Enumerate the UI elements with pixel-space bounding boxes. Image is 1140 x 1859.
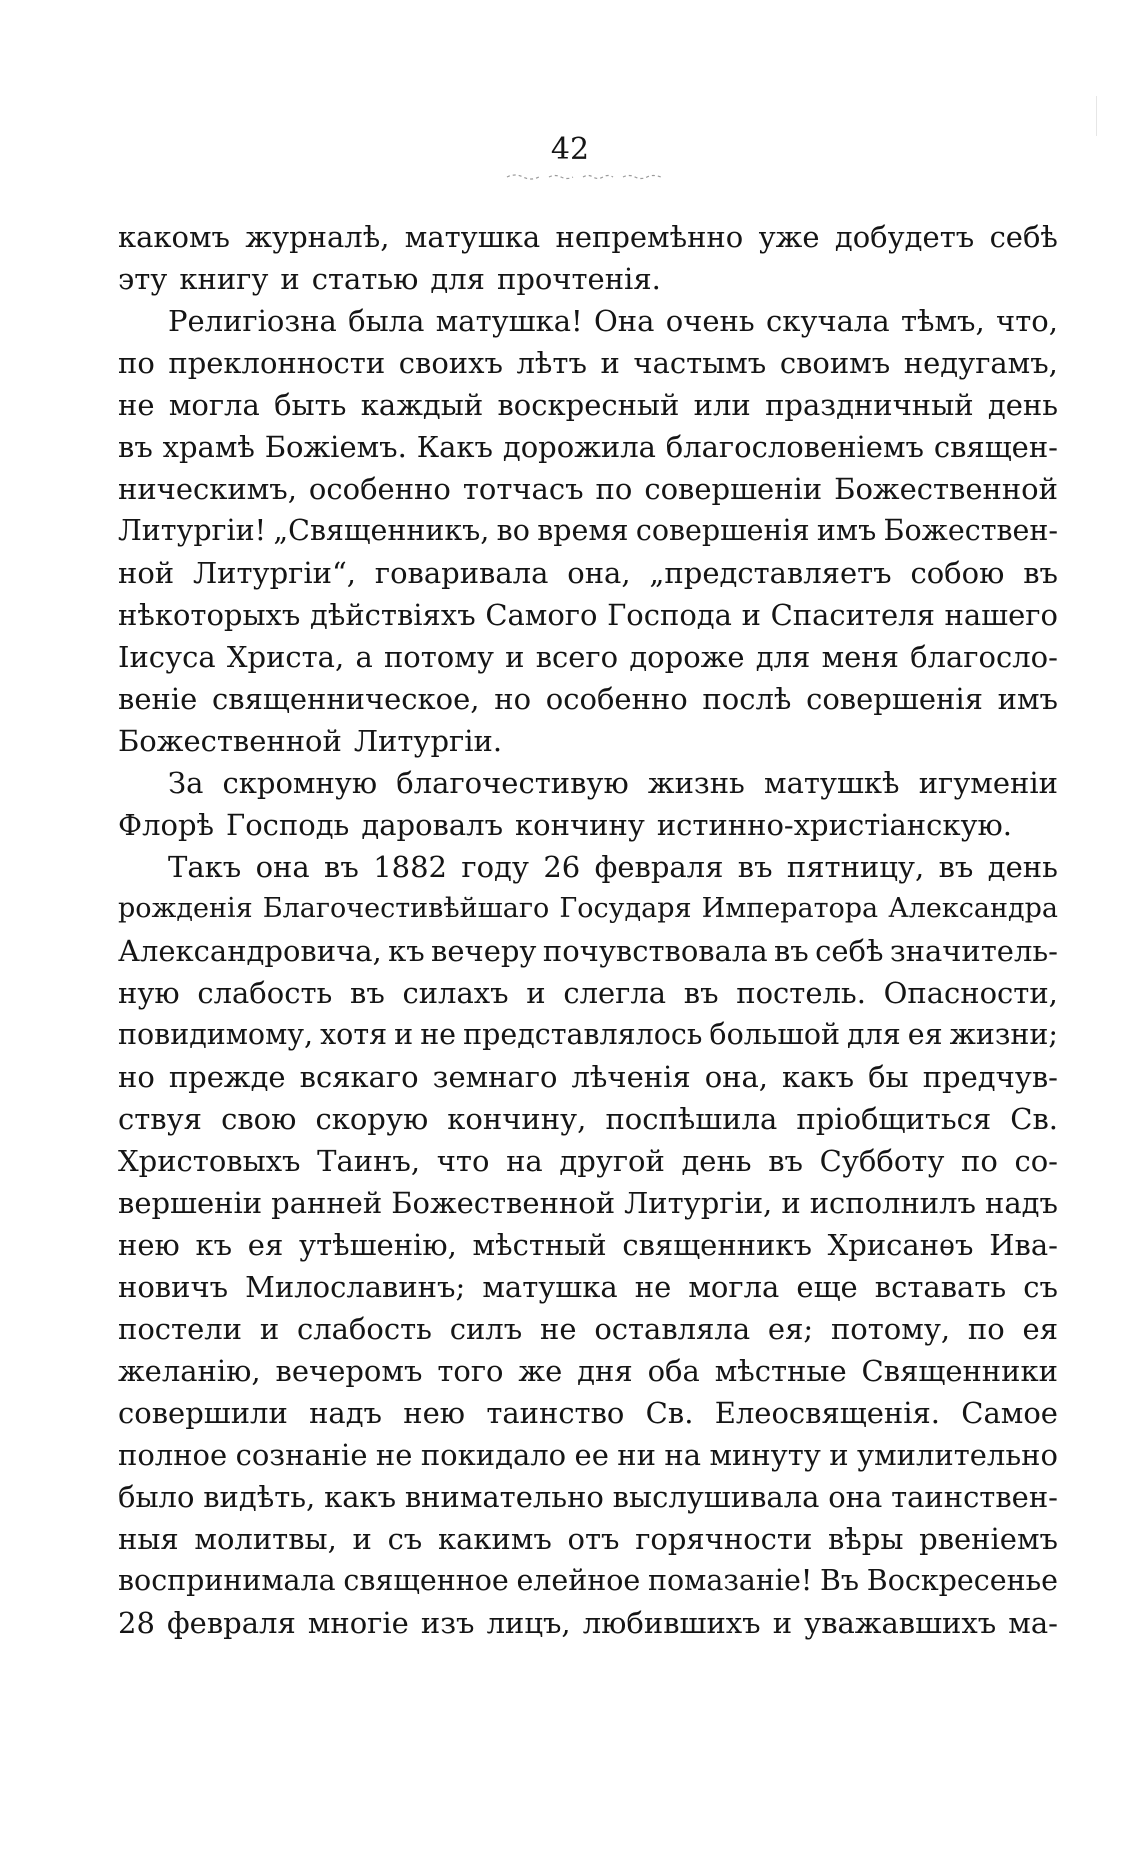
word: дѣйствіяхъ [310,598,476,632]
word: тотчасъ [462,472,584,506]
word: время [537,514,629,547]
word: и [259,1312,280,1346]
word: повидимому, [118,1018,314,1051]
word: по [118,346,155,380]
word: на [506,1144,543,1178]
word: помазаніе! [648,1564,813,1597]
word: Воскресенье [866,1564,1058,1597]
text-line [118,1392,1058,1434]
word: по [967,1312,1005,1346]
word: Божествен- [883,514,1058,547]
word: Спасителя [770,598,935,632]
word: могла [688,1270,780,1304]
word: выслушивала [612,1480,820,1514]
word: особенно [308,472,451,506]
text-line [118,258,1058,300]
word: дня [577,1354,633,1388]
word: силъ [449,1312,523,1346]
word: не [540,1312,577,1346]
word: въ [773,934,809,968]
word: Самое [961,1396,1058,1430]
word: веніе [118,682,198,716]
word: прочтенія. [496,262,661,296]
word: и [829,1438,849,1472]
word: священническое, [212,682,480,716]
word: вершеніи [118,1186,263,1220]
word: не [375,1438,413,1472]
word: во [496,514,530,547]
word: день [987,850,1058,884]
word: благословеніемъ [665,430,924,464]
word: ствуя [118,1102,202,1136]
word: ее [574,1438,609,1472]
word: было [118,1480,195,1514]
word: что [436,1144,490,1178]
word: не [634,1270,672,1304]
word: Таинъ, [317,1144,421,1178]
word: Такъ [168,850,242,884]
word: въ [768,1144,804,1178]
word: всякаго [299,1060,419,1094]
word: молитвы, [194,1522,337,1556]
word: лицъ, [486,1606,571,1640]
word: матушка [482,1270,618,1304]
text-line [118,1098,1058,1140]
word: минуту [709,1438,821,1472]
word: Самого [485,598,598,632]
word: таинство [486,1396,625,1430]
word: своихъ [398,346,503,380]
word: къ [195,1228,233,1262]
word: имъ [997,682,1058,716]
word: За [168,766,204,800]
text-line [118,1350,1058,1392]
word: Божіемъ. [264,430,407,464]
word: новичъ [118,1270,229,1304]
word: уважавшихъ [804,1606,997,1640]
word: постель. [736,976,866,1010]
text-line [118,1140,1058,1182]
word: статью [311,262,419,296]
word: умилительно [857,1438,1058,1472]
word: что, [996,304,1058,338]
word: Литургіи! [118,514,267,547]
word: она, [567,556,631,590]
word: жизни; [949,1018,1058,1051]
word: Христа, [226,640,345,674]
word: и [505,640,525,674]
word: ныя [118,1522,179,1556]
word: изъ [420,1606,475,1640]
word: надъ [309,1396,383,1430]
word: Флорѣ [118,808,215,842]
word: для [430,262,485,296]
word: Божественной [391,1186,616,1220]
word: Опасности, [883,976,1058,1010]
text-line [118,804,1058,846]
text-line [118,594,1058,636]
word: въ [737,850,773,884]
word: послѣ [702,682,792,716]
word: священное [343,1564,509,1597]
word: не [420,1018,457,1051]
word: на [664,1438,702,1472]
word: вечеру [431,934,537,968]
word: и [526,976,546,1010]
text-line [118,636,1058,678]
word: дороже [629,640,745,674]
word: совершенія [806,682,983,716]
word: день [681,1144,752,1178]
word: Св. [1010,1102,1058,1136]
word: ея [907,1018,943,1051]
word: утѣшенію, [299,1228,457,1262]
text-line [118,930,1058,972]
word: того [437,1354,504,1388]
word: ея [247,1228,284,1262]
word: вѣры [827,1522,904,1556]
word: Хрисанѳъ [827,1228,974,1262]
word: преклонности [168,346,386,380]
word: какимъ [437,1522,552,1556]
word: въ [324,850,359,884]
text-line [118,384,1058,426]
word: 28 [118,1606,155,1640]
word: Елеосвященія. [714,1396,941,1430]
word: каждый [360,388,484,422]
word: совершеніи [644,472,823,506]
word: ническимъ, [118,472,297,506]
text-line [118,762,1058,804]
word: а [355,640,373,674]
word: значитель- [889,934,1058,968]
word: Литургіи“, [192,556,357,590]
word: и [280,262,300,296]
word: книгу [179,262,269,296]
word: частымъ [633,346,767,380]
word: въ [350,976,385,1010]
word: Божественной [118,724,342,758]
word: праздничный [765,388,974,422]
word: исполнилъ [809,1186,976,1220]
word: Она [594,304,655,338]
word: была [348,304,425,338]
word: ни [617,1438,656,1472]
word: нѣкоторыхъ [118,598,301,632]
word: храмѣ [162,430,255,464]
text-line [118,468,1058,510]
word: Благочестивѣйшаго [262,893,550,924]
word: таинствен- [891,1480,1058,1514]
word: она [255,850,310,884]
word: вечеромъ [275,1354,423,1388]
word: лѣтъ [516,346,587,380]
word: имъ [816,514,877,547]
word: какомъ [118,220,231,254]
word: или [693,388,751,422]
word: не [118,388,155,422]
word: со- [1014,1144,1058,1178]
word: непремѣнно [555,220,744,254]
word: Государя [559,893,692,924]
text-line [118,678,1058,720]
word: къ [388,934,425,968]
word: Господа [607,598,732,632]
text-line [118,888,1058,930]
word: для [755,640,811,674]
word: Милославинъ; [245,1270,466,1304]
page-number: 42 [550,132,590,167]
word: она, [704,1060,768,1094]
word: эту [118,262,168,296]
word: совершенія [635,514,810,547]
word: еще [796,1270,858,1304]
word: силахъ [402,976,509,1010]
word: недугамъ, [903,346,1058,380]
word: нею [118,1228,180,1262]
word: говаривала [374,556,549,590]
word: лѣченія [571,1060,691,1094]
word: и [772,1606,793,1640]
word: поспѣшила [605,1102,778,1136]
word: истинно-христіанскую. [656,808,1013,842]
word: меня [821,640,899,674]
word: мѣстный [472,1228,607,1262]
word: и [741,598,761,632]
word: земнаго [432,1060,558,1094]
word: добудетъ [834,220,975,254]
word: она [828,1480,883,1514]
word: себѣ [989,220,1058,254]
word: слабость [197,976,333,1010]
word: Литургіи, [624,1186,773,1220]
word: хотя [320,1018,388,1051]
word: священ- [933,430,1058,464]
word: матушкѣ [764,766,900,800]
word: ея [1022,1312,1058,1346]
word: многіе [307,1606,409,1640]
word: рожденія [118,893,253,924]
word: оба [647,1354,700,1388]
word: вставать [874,1270,1007,1304]
word: предчув- [922,1060,1058,1094]
word: всего [535,640,619,674]
word: священникъ [622,1228,812,1262]
text-line [118,1602,1058,1644]
word: дорожила [502,430,656,464]
word: особенно [545,682,688,716]
word: Іисуса [118,640,216,674]
word: ея; [767,1312,814,1346]
word: но [118,1060,155,1094]
word: Субботу [819,1144,945,1178]
ornament-divider [505,172,665,182]
word: слабость [296,1312,432,1346]
word: какъ [782,1060,855,1094]
word: елейное [516,1564,641,1597]
text-line [118,1182,1058,1224]
word: и [781,1186,801,1220]
text-line [118,1476,1058,1518]
word: кончину, [447,1102,587,1136]
text-line [118,342,1058,384]
word: очень [665,304,755,338]
text-line [118,510,1058,552]
word: своимъ [779,346,891,380]
text-line [118,972,1058,1014]
text-line [118,1266,1058,1308]
word: большой [709,1018,840,1051]
word: Господь [226,808,350,842]
word: Христовыхъ [118,1144,301,1178]
word: скучала [766,304,890,338]
text-line [118,1056,1058,1098]
word: отъ [567,1522,620,1556]
word: 26 [543,850,581,884]
text-line [118,1308,1058,1350]
word: скорую [315,1102,429,1136]
word: оставляла [594,1312,751,1346]
word: себѣ [815,934,884,968]
word: воспринимала [118,1564,336,1597]
text-line [118,720,1058,762]
word: игуменіи [918,766,1058,800]
word: же [518,1354,563,1388]
word: покидало [420,1438,567,1472]
text-line [118,846,1058,888]
word: день [987,388,1058,422]
word: журналѣ, [245,220,390,254]
word: ной [118,556,175,590]
word: представлялось [463,1018,703,1051]
text-line [118,1560,1058,1602]
word: но [494,682,532,716]
word: Александровича, [118,934,382,968]
word: ма- [1008,1606,1058,1640]
word: по [961,1144,998,1178]
word: внимательно [404,1480,604,1514]
word: матушка! [435,304,583,338]
word: прежде [168,1060,286,1094]
word: Ива- [989,1228,1058,1262]
body-text [118,216,1058,1644]
word: февраля [166,1606,296,1640]
word: потому, [830,1312,951,1346]
word: Императора [701,893,879,924]
word: 1882 [373,850,448,884]
word: ную [118,976,180,1010]
word: собою [910,556,1005,590]
text-line [118,1518,1058,1560]
text-line [118,426,1058,468]
word: скромную [222,766,378,800]
text-line [118,1224,1058,1266]
word: Какъ [416,430,494,464]
word: тѣмъ, [900,304,985,338]
word: бы [868,1060,909,1094]
word: съ [1023,1270,1058,1304]
word: почувствовала [542,934,768,968]
word: могла [168,388,260,422]
word: даровалъ [361,808,504,842]
word: и [600,346,620,380]
word: Божественной [834,472,1058,506]
word: Священники [861,1354,1058,1388]
word: другой [559,1144,665,1178]
word: въ [683,976,719,1010]
word: для [847,1018,901,1051]
text-line [118,1014,1058,1056]
word: Литургіи. [353,724,503,758]
word: матушка [404,220,541,254]
word: Религіозна [168,304,337,338]
word: пятницу, [786,850,925,884]
text-line [118,1434,1058,1476]
word: благочестивую [396,766,629,800]
word: въ [938,850,974,884]
word: февраля [594,850,724,884]
text-line [118,552,1058,594]
word: ранней [271,1186,383,1220]
word: въ [1023,556,1058,590]
word: Св. [645,1396,694,1430]
word: рвеніемъ [919,1522,1058,1556]
word: Въ [819,1564,860,1597]
word: въ [118,430,153,464]
word: полное [118,1438,228,1472]
word: горячности [635,1522,813,1556]
word: какъ [324,1480,397,1514]
word: по [595,472,633,506]
word: Александра [888,893,1058,924]
text-line [118,300,1058,342]
word: нею [403,1396,466,1430]
word: нашего [944,598,1058,632]
word: воскресный [497,388,680,422]
word: и [394,1018,414,1051]
word: быть [274,388,347,422]
word: пріобщиться [796,1102,992,1136]
word: слегла [563,976,667,1010]
word: кончину [515,808,645,842]
page-edge-mark [1096,96,1097,136]
word: жизнь [647,766,745,800]
word: сознаніе [235,1438,368,1472]
word: свою [221,1102,297,1136]
word: и [352,1522,372,1556]
word: „представляетъ [649,556,892,590]
word: совершили [118,1396,288,1430]
text-line [118,216,1058,258]
word: съ [387,1522,423,1556]
word: постели [118,1312,242,1346]
word: видѣть, [203,1480,316,1514]
word: надъ [985,1186,1058,1220]
word: потому [383,640,494,674]
word: благосло- [910,640,1058,674]
word: желанію, [118,1354,261,1388]
word: „Священникъ, [273,514,490,547]
word: любившихъ [582,1606,761,1640]
word: уже [758,220,820,254]
word: году [461,850,529,884]
word: мѣстные [714,1354,847,1388]
